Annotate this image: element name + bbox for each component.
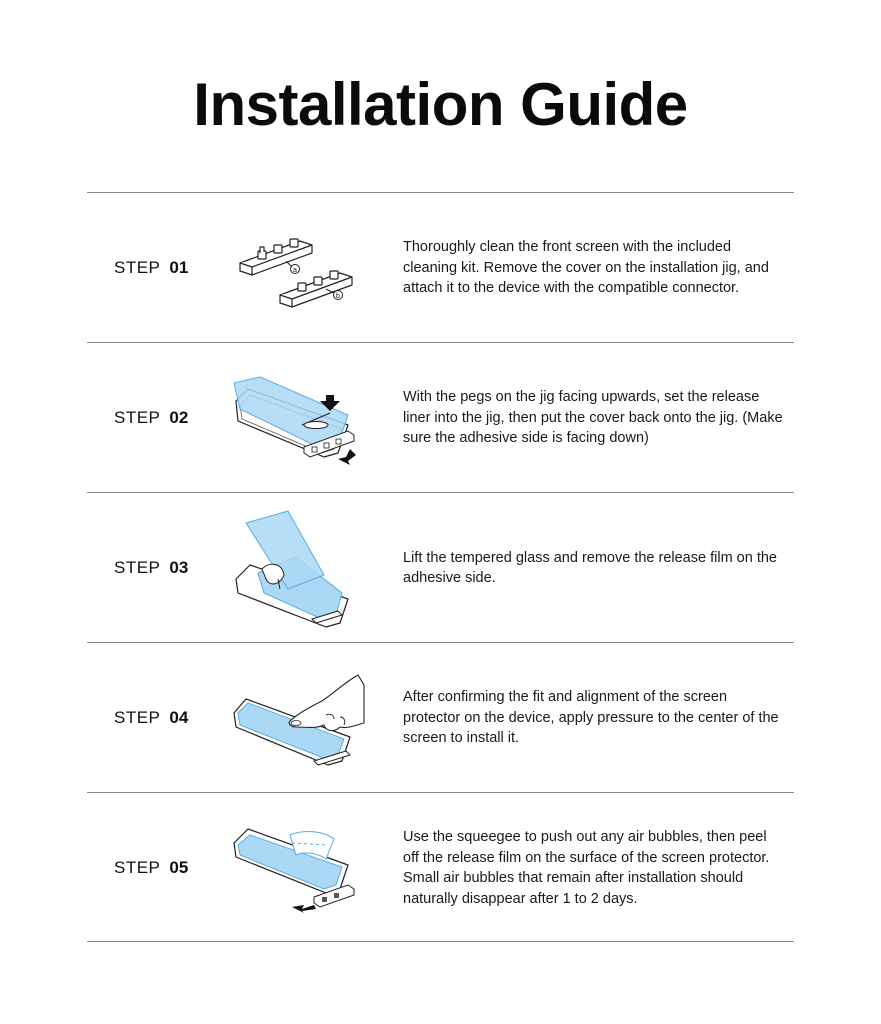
step-number: 04 bbox=[169, 708, 189, 727]
step-label bbox=[114, 793, 188, 943]
page-title: Installation Guide bbox=[193, 71, 688, 138]
step-label bbox=[114, 343, 188, 493]
step-word: STEP bbox=[114, 408, 161, 427]
release-liner-into-jig-icon bbox=[230, 343, 370, 493]
press-center-screen-icon bbox=[230, 643, 370, 793]
step-number: 05 bbox=[169, 858, 189, 877]
step-description: Thoroughly clean the front screen with the included cleaning kit. Remove the cover on the installation jig, and attach it to the device with the compatible connector. bbox=[403, 239, 769, 297]
step-word: STEP bbox=[114, 858, 161, 877]
step-number: 02 bbox=[169, 408, 189, 427]
step-word: STEP bbox=[114, 708, 161, 727]
step-word: STEP bbox=[114, 558, 161, 577]
callout-a: a bbox=[293, 267, 297, 274]
step-label bbox=[114, 493, 188, 643]
step-01 bbox=[87, 193, 794, 343]
step-word: STEP bbox=[114, 258, 161, 277]
peel-release-film-icon bbox=[230, 793, 370, 943]
step-04 bbox=[87, 643, 794, 793]
step-description: Use the squeegee to push out any air bubbles, then peel off the release film on the surface of the screen protector. Small air bubbles that remain after installation should naturally disappear after 1 to 2 days. bbox=[403, 829, 770, 907]
step-number: 03 bbox=[169, 558, 189, 577]
step-02 bbox=[87, 343, 794, 493]
step-label bbox=[114, 193, 188, 343]
step-description: Lift the tempered glass and remove the release film on the adhesive side. bbox=[403, 549, 777, 586]
installation-jig-icon bbox=[230, 193, 370, 343]
lift-tempered-glass-icon bbox=[230, 493, 370, 643]
step-number: 01 bbox=[169, 258, 189, 277]
step-description: After confirming the fit and alignment of the screen protector on the device, apply pressure to the center of the screen to install it. bbox=[403, 689, 779, 747]
step-03 bbox=[87, 493, 794, 643]
step-description: With the pegs on the jig facing upwards, set the release liner into the jig, then put the cover back onto the jig. (Make sure the adhesive side is facing down) bbox=[403, 389, 783, 447]
step-label bbox=[114, 643, 188, 793]
callout-b: b bbox=[336, 293, 340, 300]
step-05 bbox=[87, 793, 794, 943]
